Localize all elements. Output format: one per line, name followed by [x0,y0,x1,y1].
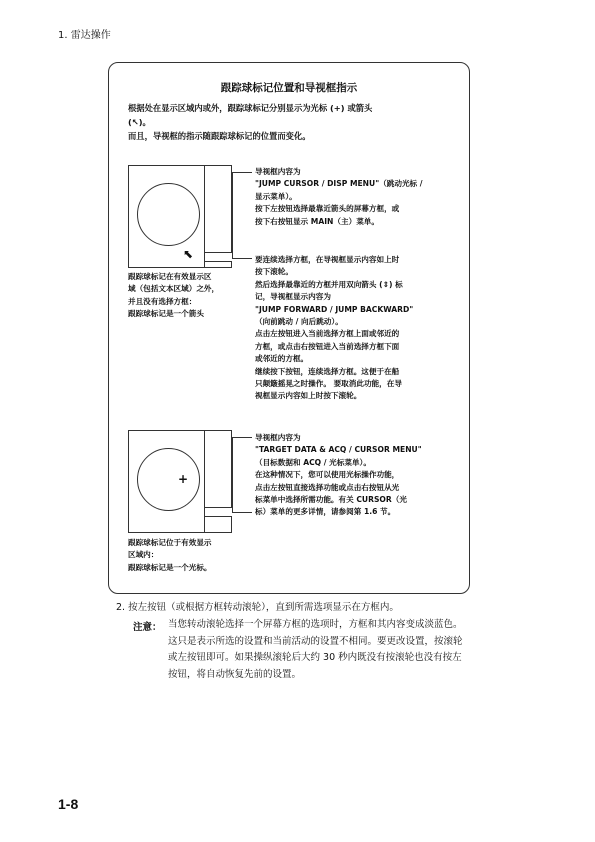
section-header: 1. 雷达操作 [58,30,111,41]
diagram1-caption [128,271,248,321]
desc-line: 标菜单中选择所需功能。有关 CURSOR（光 [255,495,407,505]
desc-line: 在这种情况下，您可以使用光标操作功能， [255,470,400,480]
leader-line [232,437,233,513]
note-line: 按钮，将自动恢复先前的设置。 [168,668,302,680]
desc-line: 标）菜单的更多详情，请参阅第 1.6 节。 [255,507,396,517]
intro-line: (↖)。 [128,117,151,127]
text-area-column-2 [204,430,232,533]
desc-line: 导视框内容为 [255,167,301,176]
note-line: 当您转动滚轮选择一个屏幕方框的选项时，方框和其内容变成淡蓝色。 [168,619,463,630]
leader-line [232,172,252,173]
desc-line: （向前跳动 / 向后跳动）。 [255,317,343,327]
panel-title: 跟踪球标记位置和导视框指示 [220,82,358,94]
caption-line: 区域内： [128,550,159,560]
desc-line: "TARGET DATA & ACQ / CURSOR MENU" [255,445,422,455]
note-label: 注意： [133,622,162,633]
cross-cursor-icon: + [178,472,189,486]
desc-line: "JUMP CURSOR / DISP MENU"（跳动光标 / [255,179,423,189]
intro-line: 根据处在显示区域内或外，跟踪球标记分别显示为光标 (+) 或箭头 [128,103,373,113]
caption-line: 跟踪球标记是一个光标。 [128,562,212,572]
leader-line [232,512,252,513]
desc-line: 按下右按钮显示 MAIN（主）菜单。 [255,216,379,226]
display-circle-1 [137,183,200,246]
desc-line: 然后选择最靠近的方框并用双向箭头 (⇕) 标 [255,279,403,289]
arrow-pointer-icon: ⬉ [183,247,194,261]
leader-line [232,172,233,258]
caption-line: 跟踪球标记位于有效显示 [128,538,212,547]
diagram1-description-b [255,254,465,403]
desc-line: 记，导视框显示内容为 [255,292,331,302]
caption-line: 跟踪球标记在有效显示区 [128,272,212,281]
note-line: 这只是表示所选的设置和当前活动的设置不相同。要更改设置，按滚轮 [168,635,463,647]
diagram1-description-a [255,166,465,228]
desc-line: （目标数据和 ACQ / 光标菜单）。 [255,457,371,467]
guidance-box-1 [205,252,232,262]
desc-line: 要连续选择方框，在导视框显示内容如上时 [255,255,400,264]
step-2: 2. 按左按钮（或根据方框转动滚轮），直到所需选项显示在方框内。 [116,602,399,613]
diagram2-description [255,432,465,519]
note-line: 或左按钮即可。如果操纵滚轮后大约 30 秒内既没有按滚轮也没有按左 [168,652,462,663]
desc-line: 方框，或点击右按钮进入当前选择方框下面 [255,341,400,351]
desc-line: 继续按下按钮，连续选择方框。这便于在船 [255,366,400,376]
desc-line: 点击左按钮直接选择功能或点击右按钮从光 [255,482,400,492]
caption-line: 跟踪球标记是一个箭头 [128,309,204,319]
desc-line: "JUMP FORWARD / JUMP BACKWARD" [255,304,414,314]
desc-line: 或邻近的方框。 [255,354,309,364]
guidance-box-2 [205,507,232,517]
note-body [168,617,468,683]
intro-line: 而且，导视框的指示随跟踪球标记的位置而变化。 [128,131,311,141]
diagram2-caption [128,537,248,574]
desc-line: 按下滚轮。 [255,267,293,277]
leader-line [232,258,252,259]
caption-line: 域（包括文本区域）之外， [128,284,220,294]
desc-line: 导视框内容为 [255,433,301,442]
desc-line: 点击左按钮进入当前选择方框上面或邻近的 [255,329,400,339]
page-number: 1-8 [58,796,79,812]
desc-line: 视框显示内容如上时按下滚轮。 [255,391,362,401]
desc-line: 显示菜单）。 [255,191,297,201]
panel-intro [128,101,458,143]
leader-line [232,437,252,438]
desc-line: 只颠簸摇晃之时操作。 要取消此功能，在导 [255,379,402,389]
desc-line: 按下左按钮选择最靠近箭头的屏幕方框，或 [255,204,400,214]
display-circle-2 [137,448,200,511]
caption-line: 并且没有选择方框： [128,296,197,306]
